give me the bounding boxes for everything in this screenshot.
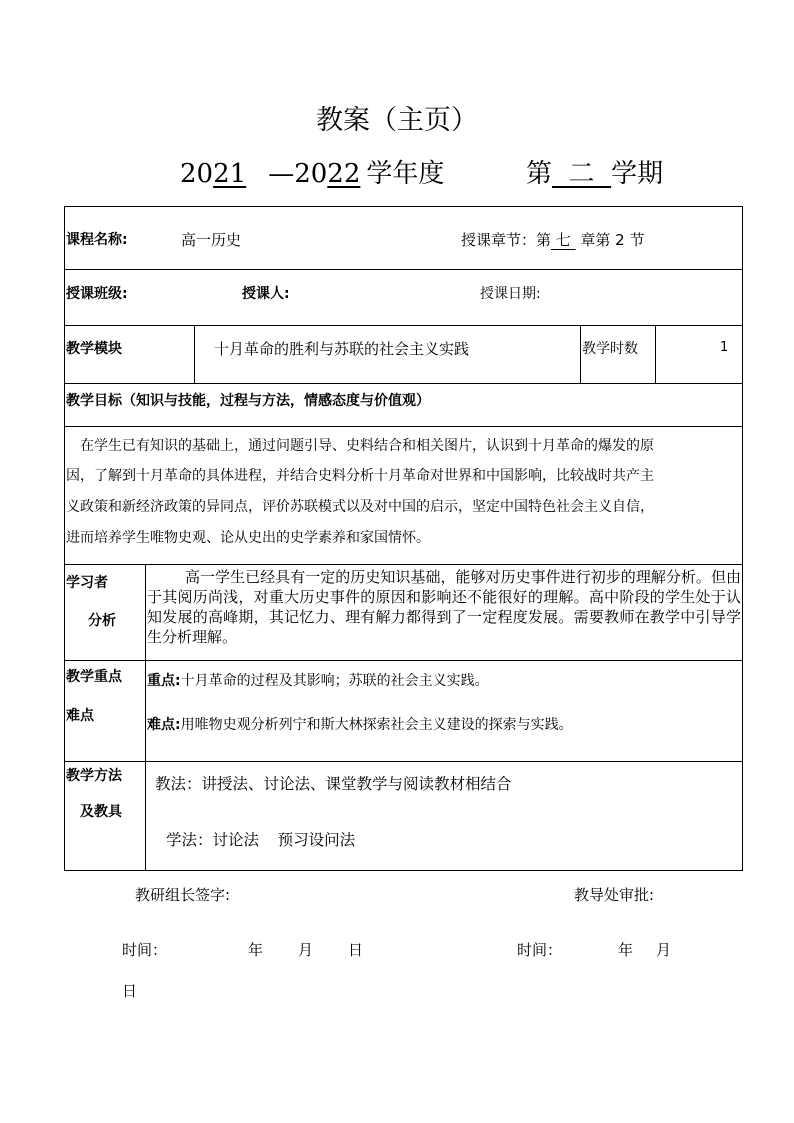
key-label: 重点: (147, 673, 181, 689)
page-title: 教案（主页） (316, 105, 478, 136)
year-right: 年 (618, 941, 634, 959)
section-suffix: 节 (629, 231, 645, 249)
teacher-label: 授课人: (242, 286, 290, 302)
year-end-prefix: 20 (294, 159, 328, 189)
learner-text: 高一学生已经具有一定的历史知识基础，能够对历史事件进行初步的理解分析。但由于其阅历尚浅，对重大历史事件的原因和影响还不能很好的理解。高中阶段的学生处于认知发展的高峰期，其记忆力、理有解力都得到了一定程度发展。需要教师在教学中引导学生分析理解。 (147, 568, 741, 646)
module-label: 教学模块 (66, 341, 122, 357)
course-value: 高一历史 (181, 231, 242, 249)
term-prefix: 第 (526, 159, 553, 189)
section-number: 2 (615, 231, 625, 249)
difficulty-point (147, 714, 573, 734)
objectives-heading: 教学目标（知识与技能，过程与方法，情感态度与价值观） (66, 393, 430, 409)
objectives-line-4: 进而培养学生唯物史观、论从史出的史学素养和家国情怀。 (66, 530, 430, 546)
hours-label: 教学时数 (582, 341, 638, 357)
hours-value: 1 (720, 340, 729, 355)
teaching-method: 教法：讲授法、讨论法、课堂教学与阅读教材相结合 (155, 775, 512, 793)
methods-label-2: 及教具 (80, 804, 122, 820)
time-label-left: 时间： (122, 941, 168, 959)
objectives-line-2: 因，了解到十月革命的具体进程，并结合史料分析十月革命对世界和中国影响，比较战时共产主 (66, 468, 654, 484)
learner-label-2: 分析 (88, 613, 116, 629)
chapter-mid: 章第 (580, 231, 611, 249)
leader-signature-label: 教研组长签字: (135, 886, 231, 904)
learning-method: 学法：讨论法 预习设问法 (166, 831, 356, 849)
term (526, 153, 663, 190)
module-value: 十月革命的胜利与苏联的社会主义实践 (214, 340, 470, 358)
keypoints-label-1: 教学重点 (66, 669, 122, 685)
time-label-right: 时间： (517, 941, 563, 959)
year-start-suffix: 21 (213, 159, 247, 189)
difficulty-text: 用唯物史观分析列宁和斯大林探索社会主义建设的探索与实践。 (180, 717, 573, 733)
chapter-label: 授课章节：第 (461, 231, 552, 249)
difficulty-label: 难点: (147, 717, 181, 733)
objectives-line-3: 义政策和新经济政策的异同点，评价苏联模式以及对中国的启示，坚定中国特色社会主义自信， (66, 499, 654, 515)
course-label: 课程名称: (66, 232, 128, 248)
chapter-number: 七 (555, 231, 571, 249)
year-start-prefix: 20 (180, 159, 214, 189)
objectives-line-1: 在学生已有知识的基础上，通过问题引导、史料结合和相关图片，认识到十月革命的爆发的原 (80, 438, 654, 454)
methods-label-1: 教学方法 (66, 768, 122, 784)
class-label: 授课班级: (66, 286, 128, 302)
learner-label-1: 学习者 (66, 575, 108, 591)
year-dash: — (268, 159, 295, 189)
key-text: 十月革命的过程及其影响；苏联的社会主义实践。 (180, 673, 489, 689)
term-suffix: 学期 (611, 159, 664, 189)
divider (145, 761, 146, 871)
month-left: 月 (298, 941, 314, 959)
year-left: 年 (248, 941, 264, 959)
year-end-suffix: 22 (327, 159, 361, 189)
key-point (147, 670, 489, 690)
divider (194, 325, 195, 384)
office-approval-label: 教导处审批: (574, 886, 655, 904)
day-right: 日 (122, 982, 138, 1000)
month-right: 月 (656, 941, 672, 959)
term-value: 二 (568, 159, 595, 189)
divider (655, 325, 656, 384)
day-left: 日 (348, 941, 364, 959)
keypoints-label-2: 难点 (66, 708, 94, 724)
chapter-info (461, 229, 645, 250)
academic-year (180, 153, 444, 190)
year-label: 学年度 (366, 159, 445, 189)
divider (145, 564, 146, 661)
date-label: 授课日期: (480, 286, 541, 302)
divider (145, 660, 146, 762)
divider (580, 325, 581, 384)
row-class (64, 269, 743, 326)
